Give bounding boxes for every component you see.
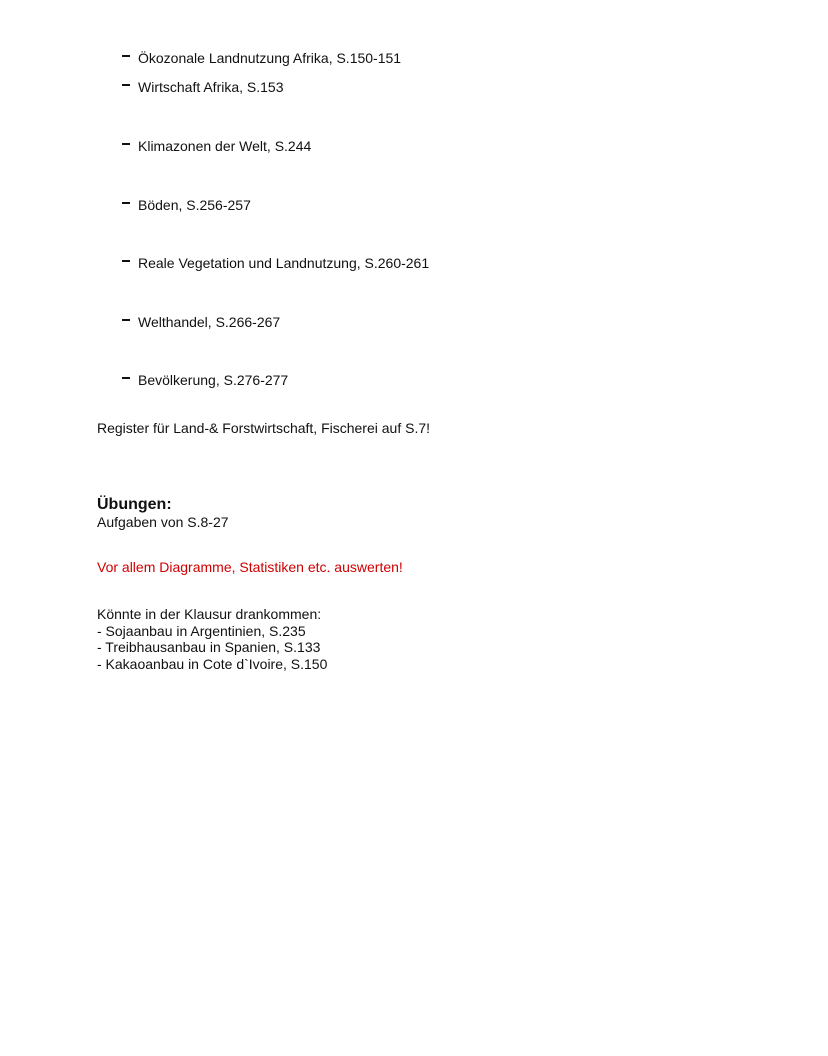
atlas-list-item-text: Ökozonale Landnutzung Afrika, S.150-151 [138,50,402,66]
exercises-heading: Übungen: [97,496,172,513]
exam-intro: Könnte in der Klausur drankommen: [97,606,322,622]
highlight-note: Vor allem Diagramme, Statistiken etc. auswerten! [97,559,403,575]
dash-bullet [122,377,130,379]
atlas-list-item-text: Reale Vegetation und Landnutzung, S.260-261 [138,255,430,271]
dash-bullet [122,143,130,145]
exam-item: - Kakaoanbau in Cote d`Ivoire, S.150 [97,655,328,672]
atlas-list-item [122,313,280,331]
atlas-list-item-text: Welthandel, S.266-267 [138,314,281,330]
atlas-list-item-text: Bevölkerung, S.276-277 [138,372,289,388]
atlas-list-item [122,254,429,272]
atlas-list-item [122,137,311,155]
dash-bullet [122,84,130,86]
atlas-list-item [122,371,288,389]
dash-bullet [122,55,130,57]
exam-item: - Treibhausanbau in Spanien, S.133 [97,639,321,655]
register-note: Register für Land-& Forstwirtschaft, Fischerei auf S.7! [97,420,431,436]
exercises-tasks: Aufgaben von S.8-27 [97,514,229,530]
atlas-list-item [122,78,284,96]
atlas-list-item-text: Böden, S.256-257 [138,197,251,213]
exam-topics [97,606,327,672]
atlas-list-item [122,49,401,67]
atlas-list-item-text: Wirtschaft Afrika, S.153 [138,79,284,95]
atlas-list-item-text: Klimazonen der Welt, S.244 [138,138,312,154]
atlas-list-item [122,196,251,214]
exam-item: - Sojaanbau in Argentinien, S.235 [97,622,306,639]
dash-bullet [122,202,130,204]
dash-bullet [122,260,130,262]
dash-bullet [122,319,130,321]
